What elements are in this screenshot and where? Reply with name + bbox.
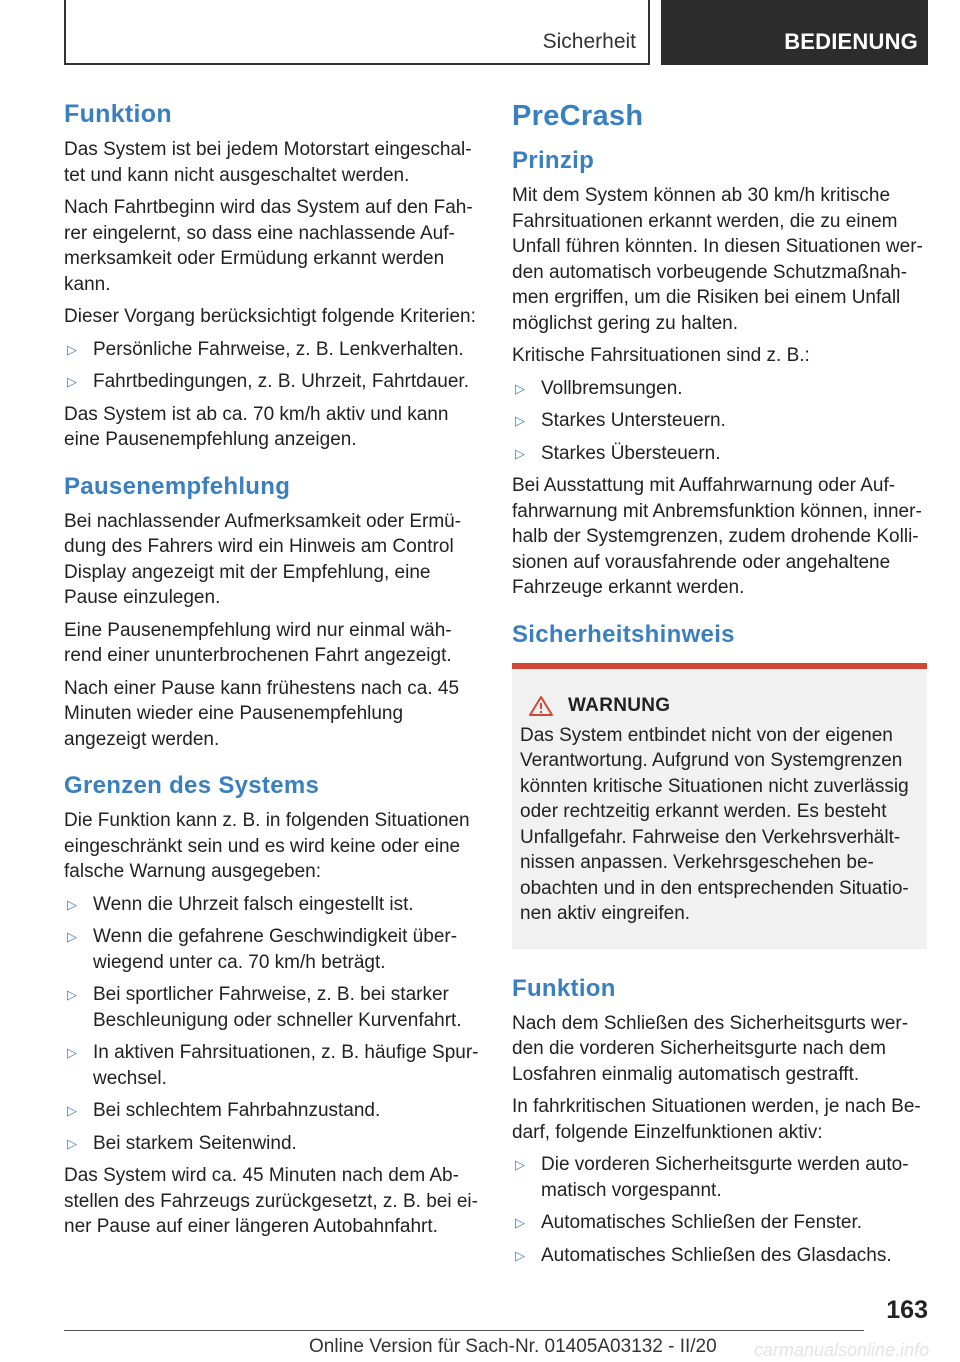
triangle-right-icon: ▷ <box>515 1247 525 1263</box>
triangle-right-icon: ▷ <box>67 341 77 357</box>
list-item: ▷ Wenn die Uhrzeit falsch eingestellt ist. <box>64 892 479 918</box>
list-item: ▷ Die vorderen Sicherheitsgurte werden automatisch vorgespannt. <box>515 1154 909 1201</box>
limits-list <box>64 892 479 1157</box>
triangle-right-icon: ▷ <box>67 896 77 912</box>
warning-header <box>520 695 919 717</box>
list-item: ▷ Bei sportlicher Fahrweise, z. B. bei starker Beschleunigung oder schneller Kurvenfahrt. <box>67 984 462 1031</box>
triangle-right-icon: ▷ <box>515 445 525 461</box>
chapter-label: BEDIENUNG <box>784 29 918 54</box>
triangle-right-icon: ▷ <box>67 929 77 944</box>
section-funktion <box>64 100 479 453</box>
triangle-right-icon: ▷ <box>67 1135 77 1151</box>
heading-sicherheitshinweis: Sicherheitshinweis <box>512 620 735 648</box>
right-column <box>512 100 927 1288</box>
paragraph: Die Funktion kann z. B. in folgenden Situationen eingeschränkt sein und es wird keine oder eine falsche Warnung ausgegeben: <box>64 810 470 882</box>
triangle-right-icon: ▷ <box>67 1045 77 1060</box>
paragraph: Das System ist ab ca. 70 km/h aktiv und kann eine Pausenempfehlung anzeigen. <box>64 403 449 450</box>
heading-funktion: Funktion <box>64 100 172 128</box>
list-item: ▷ Wenn die gefahrene Geschwindigkeit überwiegend unter ca. 70 km/h beträgt. <box>67 926 458 973</box>
list-item: ▷ Starkes Übersteuern. <box>512 441 927 467</box>
paragraph: Nach Fahrtbeginn wird das System auf den Fahrer eingelernt, so dass eine nachlassende Aufmerksamkeit oder Ermüdung erkannt werden kann. <box>64 197 473 295</box>
triangle-right-icon: ▷ <box>515 1215 525 1230</box>
list-item: ▷ Vollbremsungen. <box>512 376 927 402</box>
footer-divider <box>64 1330 864 1331</box>
situations-list <box>512 376 927 467</box>
section-prinzip <box>512 147 927 601</box>
triangle-right-icon: ▷ <box>515 1157 525 1172</box>
paragraph: In fahrkritischen Situationen werden, je nach Bedarf, folgende Einzelfunktionen aktiv: <box>512 1096 921 1143</box>
triangle-right-icon: ▷ <box>515 413 525 428</box>
list-item: ▷ Starkes Untersteuern. <box>512 408 927 434</box>
heading-precrash: PreCrash <box>512 100 644 132</box>
list-item: ▷ Bei starkem Seitenwind. <box>64 1131 479 1157</box>
page-header <box>64 0 928 65</box>
heading-prinzip: Prinzip <box>512 147 595 174</box>
section-sicherheitshinweis <box>512 621 927 949</box>
section-tab <box>64 0 650 65</box>
heading-grenzen: Grenzen des Systems <box>64 772 320 799</box>
list-item: ▷ Fahrtbedingungen, z. B. Uhrzeit, Fahrtdauer. <box>64 369 479 395</box>
section-grenzen <box>64 772 479 1240</box>
paragraph: Mit dem System können ab 30 km/h kritische Fahrsituationen erkannt werden, die zu einem Unfall führen könnten. In diesen Situationen werden automatisch vorbeugende Schutzmaßnahmen ergriffen, um die Risiken bei einem Unfall möglichst gering zu halten. <box>512 185 923 334</box>
triangle-right-icon: ▷ <box>515 380 525 396</box>
paragraph: Dieser Vorgang berücksichtigt folgende Kriterien: <box>64 306 476 327</box>
triangle-right-icon: ▷ <box>67 1103 77 1118</box>
list-item: ▷ Persönliche Fahrweise, z. B. Lenkverhalten. <box>64 337 479 363</box>
paragraph: Nach einer Pause kann frühestens nach ca. 45 Minuten wieder eine Pausenempfehlung angezeigt werden. <box>64 677 460 750</box>
warning-triangle-icon <box>528 695 554 717</box>
triangle-right-icon: ▷ <box>67 987 77 1002</box>
page-number: 163 <box>886 1296 928 1324</box>
chapter-tab <box>661 0 928 65</box>
warning-text: Das System entbindet nicht von der eigenen Verantwortung. Aufgrund von Systemgrenzen könnten kritische Situationen nicht zuverlässig oder rechtzeitig erkannt werden. Es besteht Unfallgefahr. Fahrweise den Verkehrsverhältnissen anpassen. Verkehrsgeschehen beobachten und in den entsprechenden Situationen aktiv eingreifen. <box>520 724 909 924</box>
paragraph: Kritische Fahrsituationen sind z. B.: <box>512 345 810 366</box>
page-footer <box>64 1290 928 1362</box>
list-item: ▷ Automatisches Schließen des Glasdachs. <box>512 1243 927 1269</box>
section-funktion-precrash <box>512 975 927 1269</box>
paragraph: Bei nachlassender Aufmerksamkeit oder Ermüdung des Fahrers wird ein Hinweis am Control Display angezeigt mit der Empfehlung, eine Pause einzulegen. <box>64 510 462 608</box>
paragraph: Das System ist bei jedem Motorstart eingeschaltet und kann nicht ausgeschaltet werden. <box>64 139 472 186</box>
warning-box <box>512 663 927 949</box>
criteria-list <box>64 337 479 395</box>
paragraph: Das System wird ca. 45 Minuten nach dem Abstellen des Fahrzeugs zurückgesetzt, z. B. bei einer Pause auf einer längeren Autobahnfahrt. <box>64 1165 478 1237</box>
triangle-right-icon: ▷ <box>67 374 77 389</box>
functions-list <box>512 1152 927 1268</box>
section-label: Sicherheit <box>542 30 636 53</box>
section-pausenempfehlung <box>64 473 479 753</box>
list-item: ▷ In aktiven Fahrsituationen, z. B. häufige Spurwechsel. <box>67 1042 479 1089</box>
watermark: carmanualsonline.info <box>754 1340 930 1360</box>
footer-text: Online Version für Sach-Nr. 01405A03132 - II/20 <box>309 1336 717 1357</box>
heading-pausenempfehlung: Pausenempfehlung <box>64 472 291 500</box>
list-item: ▷ Automatisches Schließen der Fenster. <box>512 1210 927 1236</box>
paragraph: Nach dem Schließen des Sicherheitsgurts werden die vorderen Sicherheitsgurte nach dem Losfahren einmalig automatisch gestrafft. <box>512 1012 909 1085</box>
left-column <box>64 100 479 1260</box>
heading-funktion-precrash: Funktion <box>512 974 616 1002</box>
list-item: ▷ Bei schlechtem Fahrbahnzustand. <box>64 1098 479 1124</box>
paragraph: Bei Ausstattung mit Auffahrwarnung oder Auffahrwarnung mit Anbremsfunktion können, innerhalb der Systemgrenzen, zudem drohende Kollisionen auf vorausfahrende oder angehaltene Fahrzeuge erkannt werden. <box>512 475 922 598</box>
paragraph: Eine Pausenempfehlung wird nur einmal während einer ununterbrochenen Fahrt angezeigt. <box>64 619 452 666</box>
warning-title: WARNUNG <box>568 694 671 716</box>
